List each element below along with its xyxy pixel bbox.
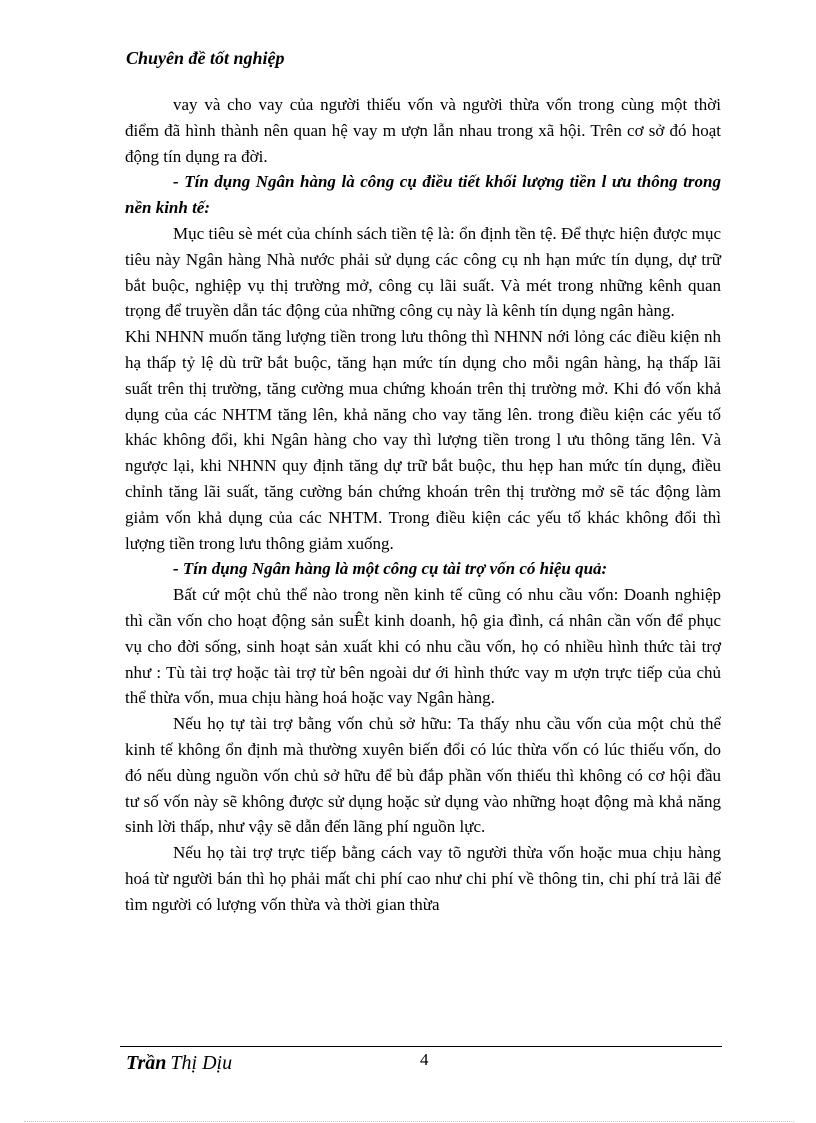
- page-header-title: Chuyên đề tốt nghiệp: [126, 48, 285, 68]
- paragraph: Nếu họ tự tài trợ bằng vốn chủ sở hữu: Ta thấy nhu cầu vốn của một chủ thể kinh tế không ổn định mà thường xuyên biến đổi có lúc thừa vốn có lúc thiếu vốn, do đó nếu dùng nguồn vốn chủ sở hữu để bù đắp phần vốn thiếu thì không có cơ hội đầu tư số vốn này sẽ không được sử dụng hoặc sử dụng vào những hoạt động mà khả năng sinh lời thấp, như vậy sẽ dẫn đến lãng phí nguồn lực.: [125, 714, 721, 837]
- paragraph: vay và cho vay của người thiếu vốn và người thừa vốn trong cùng một thời điểm đã hình thành nên quan hệ vay m ượn lẫn nhau trong xã hội. Trên cơ sở đó hoạt động tín dụng ra đời.: [125, 95, 721, 166]
- paragraph: Bất cứ một chủ thể nào trong nền kinh tế cũng có nhu cầu vốn: Doanh nghiệp thì cần vốn cho hoạt động sản suÊt kinh doanh, hộ gia đình, cá nhân cần vốn để phục vụ cho đời sống, sinh hoạt sản xuất khi có nhu cầu vốn, họ có nhiều hình thức tài trợ như : Tù tài trợ hoặc tài trợ từ bên ngoài dư ới hình thức vay m ượn trực tiếp của chủ thể thừa vốn, mua chịu hàng hoá hoặc vay Ngân hàng.: [125, 585, 721, 708]
- page-edge-divider: [24, 1121, 794, 1122]
- section-heading: - Tín dụng Ngân hàng là công cụ điều tiết khối lượng tiền l ưu thông trong nền kinh tế:: [125, 172, 721, 218]
- footer-divider: [120, 1046, 722, 1047]
- body-text: [125, 92, 721, 918]
- footer-author: [126, 1052, 232, 1075]
- author-given-name: Thị Dịu: [170, 1052, 233, 1074]
- paragraph: Khi NHNN muốn tăng lượng tiền trong lưu thông thì NHNN nới lỏng các điều kiện nh hạ thấp tỷ lệ dù trữ bắt buộc, tăng hạn mức tín dụng cho mỗi ngân hàng, hạ thấp lãi suất trên thị trường, tăng cường mua chứng khoán trên thị trường mở. Khi đó vốn khả dụng của các NHTM tăng lên, khả năng cho vay tăng lên. trong điều kiện các yếu tố khác không đổi, khi Ngân hàng cho vay thì lượng tiền trong l ưu thông tăng lên. Và ngược lại, khi NHNN quy định tăng dự trữ bắt buộc, thu hẹp han mức tín dụng, điều chỉnh tăng lãi suất, tăng cường bán chứng khoán trên thị trường mở sẽ tác động làm giảm vốn khả dụng của các NHTM. Trong điều kiện các yếu tố khác không đổi thì lượng tiền trong lưu thông giảm xuống.: [125, 327, 721, 553]
- page-number: 4: [420, 1050, 429, 1069]
- author-family-name: Trần: [126, 1052, 167, 1074]
- paragraph: Mục tiêu sè mét của chính sách tiền tệ là: ổn định tền tệ. Để thực hiện được mục tiêu này Ngân hàng Nhà nước phải sử dụng các công cụ nh hạn mức tín dụng, dự trữ bắt buộc, nghiệp vụ thị trường mở, công cụ lãi suất. Và mét trong những kênh quan trọng để truyền dẫn tác động của những công cụ này là kênh tín dụng ngân hàng.: [125, 223, 721, 321]
- paragraph: Nếu họ tài trợ trực tiếp bằng cách vay tõ người thừa vốn hoặc mua chịu hàng hoá từ người bán thì họ phải mất chi phí cao như chi phí về thông tin, chi phí trả lãi để tìm người có lượng vốn thừa và thời gian thừa: [125, 843, 721, 914]
- section-heading: - Tín dụng Ngân hàng là một công cụ tài trợ vốn có hiệu quả:: [173, 559, 608, 579]
